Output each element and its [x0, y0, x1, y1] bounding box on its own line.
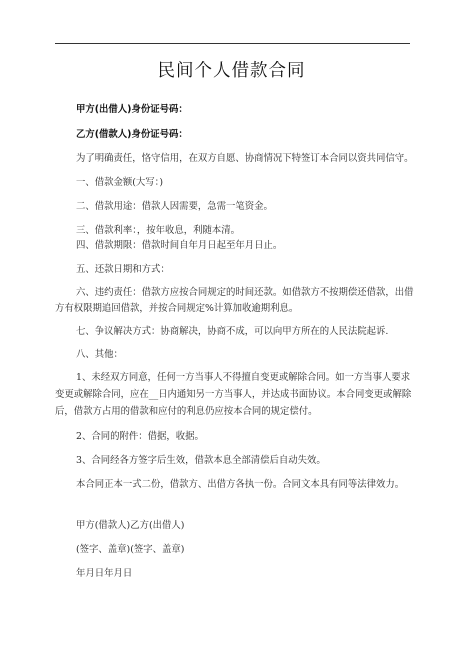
other-item-1-line-2: 变更或解除合同，应在__日内通知另一方当事人，并达成书面协议。本合同变更或解除 [55, 389, 412, 400]
clause-7-dispute-resolution: 七、争议解决方式：协商解决，协商不成，可以向甲方所在的人民法院起诉. [76, 326, 389, 337]
clause-1-loan-amount: 一、借款金额(大写：) [76, 177, 163, 188]
clause-8-other: 八、其他： [76, 349, 123, 360]
clause-6-liability-line-1: 六、违约责任：借款方应按合同规定的时间还款。如借款方不按期偿还借款，出借 [76, 287, 414, 298]
clause-3-interest-rate: 三、借款利率：，按年收息，利随本清。 [76, 225, 241, 236]
copies-statement: 本合同正本一式二份，借款方、出借方各执一份。合同文本具有同等法律效力。 [76, 479, 405, 490]
other-item-2: 2、合同的附件：借据，收据。 [76, 431, 204, 442]
header-rule [55, 43, 410, 44]
clause-4-loan-term: 四、借款期限：借款时间自年月日起至年月日止。 [76, 240, 283, 251]
other-item-1-line-3: 后，借款方占用的借款和应付的利息仍应按本合同的规定偿付。 [55, 406, 318, 417]
clause-6-liability-line-2: 方有权限期追回借款，并按合同规定%计算加收逾期利息。 [55, 303, 299, 314]
preamble-text: 为了明确责任，恪守信用，在双方自愿、协商情况下特签订本合同以资共同信守。 [76, 153, 414, 164]
other-item-1-line-1: 1、未经双方同意，任何一方当事人不得擅自变更或解除合同。如一方当事人要求 [76, 372, 411, 383]
signature-seal: (签字、盖章)(签字、盖章) [76, 544, 185, 555]
party-a-id-label: 甲方(出借人)身份证号码： [76, 104, 188, 115]
other-item-3: 3、合同经各方签字后生效，借款本息全部清偿后自动失效。 [76, 455, 326, 466]
page-title: 民间个人借款合同 [157, 61, 306, 81]
signature-date: 年月日年月日 [76, 568, 133, 579]
party-b-id-label: 乙方(借款人)身份证号码： [76, 129, 188, 140]
clause-5-repayment: 五、还款日期和方式： [76, 264, 170, 275]
signature-parties: 甲方(借款人)乙方(出借人) [76, 520, 185, 531]
clause-2-loan-purpose: 二、借款用途：借款人因需要，急需一笔资金。 [76, 201, 273, 212]
